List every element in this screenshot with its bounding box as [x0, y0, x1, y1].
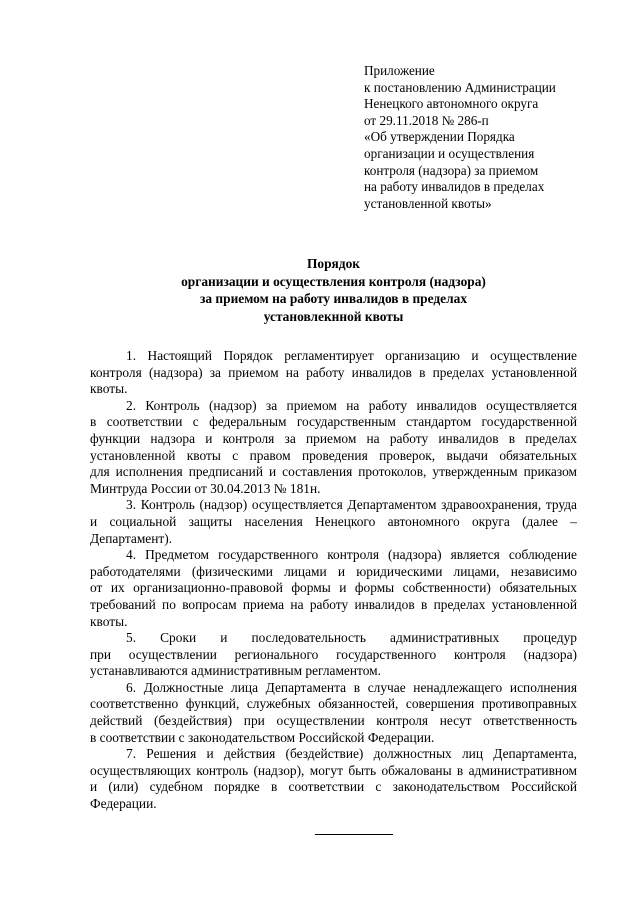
- paragraph-2: [90, 398, 577, 498]
- appendix-line: на работу инвалидов в пределах: [364, 179, 545, 195]
- paragraph-line: 4. Предметом государственного контроля (надзора) является соблюдение: [126, 547, 577, 563]
- paragraph-line: работодателями (физическими лицами и юридическими лицами, независимо: [90, 563, 577, 579]
- document-title: [90, 255, 577, 325]
- paragraph-line: 6. Должностные лица Департамента в случае ненадлежащего исполнения: [126, 679, 577, 695]
- title-line: организации и осуществления контроля (надзора): [181, 273, 486, 289]
- appendix-line: установленной квоты»: [364, 195, 492, 211]
- paragraph-6: [90, 680, 577, 746]
- appendix-line: контроля (надзора) за приемом: [364, 162, 539, 178]
- title-line: установлекнной квоты: [263, 308, 404, 324]
- paragraph-line: 5. Сроки и последовательность административных процедур: [126, 630, 577, 646]
- paragraph-3: [90, 497, 577, 547]
- paragraph-line: Федерации.: [90, 796, 157, 812]
- paragraph-line: действий (бездействия) при осуществлении контроля несут ответственность: [90, 713, 577, 729]
- paragraph-line: соответственно функций, служебных обязанностей, совершения противоправных: [90, 696, 577, 712]
- paragraph-line: Минтруда России от 30.04.2013 № 181н.: [90, 480, 321, 496]
- title-line: Порядок: [307, 256, 360, 271]
- paragraph-line: 1. Настоящий Порядок регламентирует организацию и осуществление: [126, 348, 577, 363]
- paragraph-line: квоты.: [90, 381, 128, 397]
- paragraph-line: 3. Контроль (надзор) осуществляется Департаментом здравоохранения, труда: [126, 497, 577, 513]
- appendix-line: Приложение: [364, 63, 435, 78]
- paragraph-line: для исполнения предписаний и составления протоколов, утвержденным приказом: [90, 464, 577, 480]
- appendix-line: Ненецкого автономного округа: [364, 96, 539, 112]
- paragraph-line: квоты.: [90, 613, 128, 629]
- end-divider: [315, 834, 393, 835]
- appendix-block: [364, 63, 614, 212]
- paragraph-line: в соответствии с законодательством Российской Федерации.: [90, 729, 435, 745]
- appendix-line: от 29.11.2018 № 286-п: [364, 112, 489, 128]
- paragraph-line: функции надзора и контроля за приемом на работу инвалидов в пределах: [90, 430, 577, 446]
- paragraph-4: [90, 547, 577, 630]
- document-body: [90, 348, 577, 813]
- paragraph-line: установленной квоты с правом проведения проверок, выдачи обязательных: [90, 447, 577, 463]
- appendix-line: организации и осуществления: [364, 145, 535, 161]
- paragraph-line: от их организационно-правовой формы и формы собственности) обязательных: [90, 580, 577, 596]
- paragraph-line: и социальной защиты населения Ненецкого автономного округа (далее –: [90, 513, 577, 529]
- paragraph-line: контроля (надзора) за приемом на работу инвалидов в пределах установленной: [90, 364, 577, 380]
- paragraph-line: и (или) судебном порядке в соответствии с законодательством Российской: [90, 779, 577, 795]
- paragraph-line: требований по вопросам приема на работу инвалидов в пределах установленной: [90, 596, 577, 612]
- paragraph-7: [90, 746, 577, 812]
- appendix-line: «Об утверждении Порядка: [364, 129, 515, 145]
- paragraph-line: 2. Контроль (надзор) за приемом на работу инвалидов осуществляется: [126, 397, 577, 413]
- paragraph-line: в соответствии с федеральным государственным стандартом государственной: [90, 414, 577, 430]
- paragraph-1: [90, 348, 577, 398]
- paragraph-line: осуществляющих контроль (надзор), могут быть обжалованы в административном: [90, 762, 577, 778]
- paragraph-line: при осуществлении регионального государственного контроля (надзора): [90, 646, 577, 662]
- paragraph-line: 7. Решения и действия (бездействие) должностных лиц Департамента,: [126, 746, 577, 762]
- paragraph-line: Департамент).: [90, 530, 173, 546]
- paragraph-line: устанавливаются административным регламентом.: [90, 663, 381, 679]
- paragraph-5: [90, 630, 577, 680]
- title-line: за приемом на работу инвалидов в пределах: [199, 291, 468, 307]
- appendix-line: к постановлению Администрации: [364, 79, 556, 95]
